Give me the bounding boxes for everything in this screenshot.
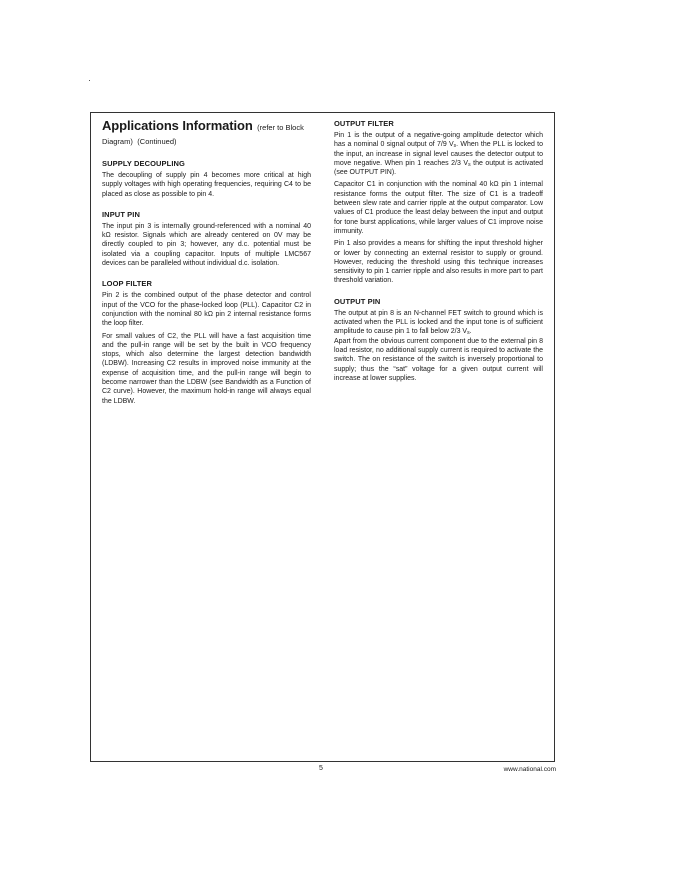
- output-filter-text-1a: Pin 1 is the output of a negative-going amplitude detector which has a nominal 0 signal output of 7/9 V: [334, 132, 543, 149]
- right-column: [334, 119, 543, 386]
- input-pin-text: The input pin 3 is internally ground-referenced with a nominal 40 kΩ resistor. Signals which are already centered on 0V may be directly coupled to pin 3; however, any d.c. potential must be isolated via a coupling capacitor. Inputs of multiple LMC567 devices can be paralleled without individual d.c. isolation.: [102, 222, 311, 268]
- output-pin-text-1b: .: [469, 328, 472, 336]
- left-column: [102, 119, 311, 409]
- output-pin-heading: OUTPUT PIN: [334, 296, 381, 306]
- loop-filter-text-1: Pin 2 is the combined output of the phase detector and control input of the VCO for the phase-locked loop (PLL). Capacitor C2 in conjunction with the nominal 80 kΩ pin 2 internal resistance forms the loop filter.: [102, 292, 311, 328]
- supply-decoupling-heading: SUPPLY DECOUPLING: [102, 159, 185, 168]
- corner-mark: [89, 80, 90, 81]
- title-note: (refer to Block Diagram): [102, 123, 304, 146]
- title-continued: (Continued): [137, 137, 177, 146]
- supply-subscript: s: [468, 161, 471, 168]
- output-pin-text-2: Apart from the obvious current component due to the external pin 8 load resistor, no additional supply current is required to activate the switch. The on resistance of the switch is inversely proportional to supply; thus the “sat” voltage for a given output current will increase at lower supplies.: [334, 337, 543, 382]
- title-text: Applications Information: [102, 118, 253, 133]
- output-pin-text-1a: The output at pin 8 is an N-channel FET switch to ground which is activated when the PLL is locked and the input tone is of sufficient amplitude to cause pin 1 to fall below 2/3 V: [334, 309, 543, 336]
- page-number: 5: [319, 765, 323, 772]
- input-pin-heading: INPUT PIN: [102, 209, 140, 219]
- supply-subscript: s: [467, 330, 470, 337]
- footer-url[interactable]: www.national.com: [503, 766, 556, 773]
- supply-subscript: s: [453, 143, 457, 150]
- output-filter-text-1b: . When the PLL is locked to the input, an increase in signal level causes the detector output to move negative. When pin 1 reaches 2/3 V: [334, 141, 543, 167]
- supply-decoupling-text: The decoupling of supply pin 4 becomes more critical at high supply voltages with high operating frequencies, requiring C4 to be placed as close as possible to pin 4.: [102, 172, 311, 198]
- loop-filter-text-2: For small values of C2, the PLL will have a fast acquisition time and the pull-in range will be set by the built in VCO frequency stops, which also determine the largest detection bandwidth (LDBW). Increasing C2 results in improved noise immunity at the expense of acquisition time, and the pull-in range will begin to become narrower than the LDBW (see Bandwidth as a Function of C2 curve). However, the maximum hold-in range will always equal the LDBW.: [102, 332, 311, 405]
- output-filter-text-1c: the output is activated (see OUTPUT PIN).: [334, 159, 543, 177]
- content-frame: [90, 112, 555, 762]
- output-filter-text-2: Capacitor C1 in conjunction with the nominal 40 kΩ pin 1 internal resistance forms the output filter. The size of C1 is a tradeoff between slew rate and carrier ripple at the output comparator. Low values of C1 produce the least delay between the input and output for tone burst applications, while larger values of C1 improve noise immunity.: [334, 181, 543, 235]
- output-filter-heading: OUTPUT FILTER: [334, 119, 394, 128]
- output-pin-text-1: [334, 309, 543, 337]
- output-filter-text-1: [334, 131, 543, 177]
- loop-filter-heading: LOOP FILTER: [102, 279, 152, 289]
- page-title: [102, 120, 311, 148]
- output-filter-text-3: Pin 1 also provides a means for shifting the input threshold higher or lower by connecting an external resistor to supply or ground. However, reducing the threshold using this technique increases sensitivity to pin 1 carrier ripple and also results in more part to part threshold variation.: [334, 240, 543, 285]
